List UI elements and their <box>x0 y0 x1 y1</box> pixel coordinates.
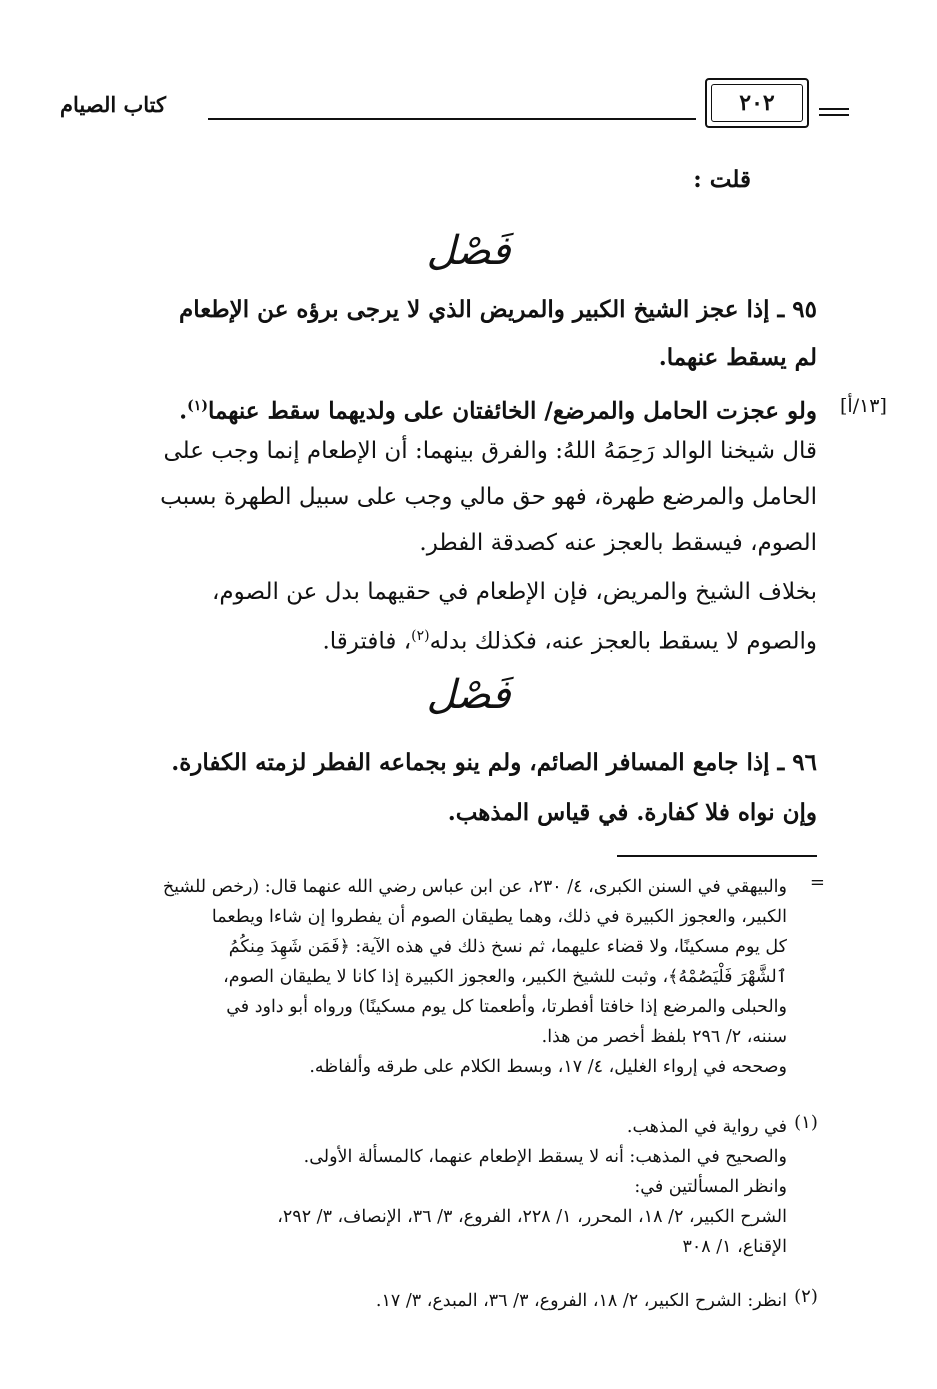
section-heading-text-2: فَصْل <box>426 672 511 718</box>
page-number: ٢٠٢ <box>739 90 775 116</box>
section-heading-fasl-2 <box>369 672 569 718</box>
footnote-cont-line-5: والحبلى والمرضع إذا خافتا أفطرتا، وأطعمتا كل يوم مسكينًا) ورواه أبو داود في <box>226 997 787 1017</box>
footnote-1-line-3: وانظر المسألتين في: <box>634 1177 787 1197</box>
footnote-separator <box>617 855 817 857</box>
section-96-line-1: ٩٦ ـ إذا جامع المسافر الصائم، ولم ينو بجماعه الفطر لزمته الكفارة. <box>171 749 817 776</box>
section-96 <box>78 738 817 838</box>
footnote-1 <box>78 1112 787 1262</box>
section-95-line-1: ٩٥ ـ إذا عجز الشيخ الكبير والمريض الذي لا يرجى برؤه عن الإطعام <box>179 296 817 323</box>
paragraph-1-line-2: الحامل والمرضع طهرة، فهو حق مالي وجب على سبيل الطهرة بسبب <box>160 484 817 510</box>
paragraph-1 <box>70 428 817 566</box>
paragraph-2-line-1: بخلاف الشيخ والمريض، فإن الإطعام في حقيهما بدل عن الصوم، <box>211 579 817 605</box>
section-95-line-2: لم يسقط عنهما. <box>658 344 817 371</box>
footnote-ref-2: (٢) <box>411 628 430 644</box>
page-number-box <box>705 78 809 128</box>
section-95-line-3: ولو عجزت الحامل والمرضع/ الخائفتان على ولديهما سقط عنهما$^{(١)}$. <box>179 397 817 425</box>
book-title: كتاب الصيام <box>60 92 166 117</box>
margin-page-ref: [١٣/أ] <box>840 395 887 417</box>
footnote-2 <box>78 1286 787 1316</box>
header-rule <box>208 118 696 120</box>
footnote-cont-line-1: والبيهقي في السنن الكبرى، ٤/ ٢٣٠، عن ابن عباس رضي الله عنهما قال: (رخص للشيخ <box>162 877 787 897</box>
header-rule-right-2 <box>819 114 849 116</box>
footnote-cont-line-3: كل يوم مسكينًا، ولا قضاء عليهما، ثم نسخ ذلك في هذه الآية: ﴿فَمَن شَهِدَ مِنكُمُ <box>228 937 787 957</box>
footnote-1-mark: (١) <box>794 1112 818 1133</box>
footnote-ref-1: (١) <box>187 398 208 414</box>
footnote-1-line-4: الشرح الكبير، ٢/ ١٨، المحرر، ١/ ٢٢٨، الفروع، ٣/ ٣٦، الإنصاف، ٣/ ٢٩٢، <box>277 1207 787 1227</box>
footnote-1-line-2: والصحيح في المذهب: أنه لا يسقط الإطعام عنهما، كالمسألة الأولى. <box>303 1147 787 1167</box>
qult-label: قلت : <box>693 166 751 193</box>
paragraph-2 <box>70 570 817 664</box>
paragraph-1-line-1: قال شيخنا الوالد رَحِمَهُ اللهُ: والفرق بينهما: أن الإطعام إنما وجب على <box>163 438 817 464</box>
footnote-2-line-1: انظر: الشرح الكبير، ٢/ ١٨، الفروع، ٣/ ٣٦، المبدع، ٣/ ١٧. <box>375 1291 787 1311</box>
paragraph-2-line-2-text: والصوم لا يسقط بالعجز عنه، فكذلك بدله <box>429 628 817 655</box>
paragraph-2-line-2-end: ، فافترقا. <box>322 628 412 655</box>
footnote-2-mark: (٢) <box>794 1286 818 1307</box>
footnote-1-line-5: الإقناع، ١/ ٣٠٨ <box>682 1237 787 1257</box>
section-heading-text: فَصْل <box>426 228 511 274</box>
section-95 <box>78 286 817 436</box>
footnote-cont-line-7: وصححه في إرواء الغليل، ٤/ ١٧، وبسط الكلام على طرقه وألفاظه. <box>309 1057 787 1077</box>
footnote-continuation <box>78 872 787 1082</box>
footnote-cont-line-6: سننه، ٢/ ٢٩٦ بلفظ أخصر من هذا. <box>541 1027 787 1047</box>
paragraph-2-line-2 <box>70 614 817 664</box>
page-header <box>60 78 849 118</box>
section-heading-fasl <box>369 228 569 274</box>
paragraph-1-line-3: الصوم، فيسقط بالعجز عنه كصدقة الفطر. <box>419 530 817 556</box>
footnote-cont-line-4: ٱلشَّهْرَ فَلْيَصُمْهُ﴾، وثبت للشيخ الكبير، والعجوز الكبيرة إذا كانا لا يطيقان الصوم، <box>223 967 787 987</box>
footnote-1-line-1: في رواية في المذهب. <box>626 1117 787 1137</box>
footnote-cont-line-2: الكبير، والعجوز الكبيرة في ذلك، وهما يطيقان الصوم أن يفطروا إن شاءا ويطعما <box>211 907 787 927</box>
section-96-line-2: وإن نواه فلا كفارة. في قياس المذهب. <box>447 799 817 826</box>
section-95-line-3-text: ولو عجزت الحامل والمرضع/ الخائفتان على ولديهما سقط عنهما <box>207 397 817 425</box>
footnote-continuation-mark: = <box>809 872 825 893</box>
header-rule-right <box>819 108 849 110</box>
